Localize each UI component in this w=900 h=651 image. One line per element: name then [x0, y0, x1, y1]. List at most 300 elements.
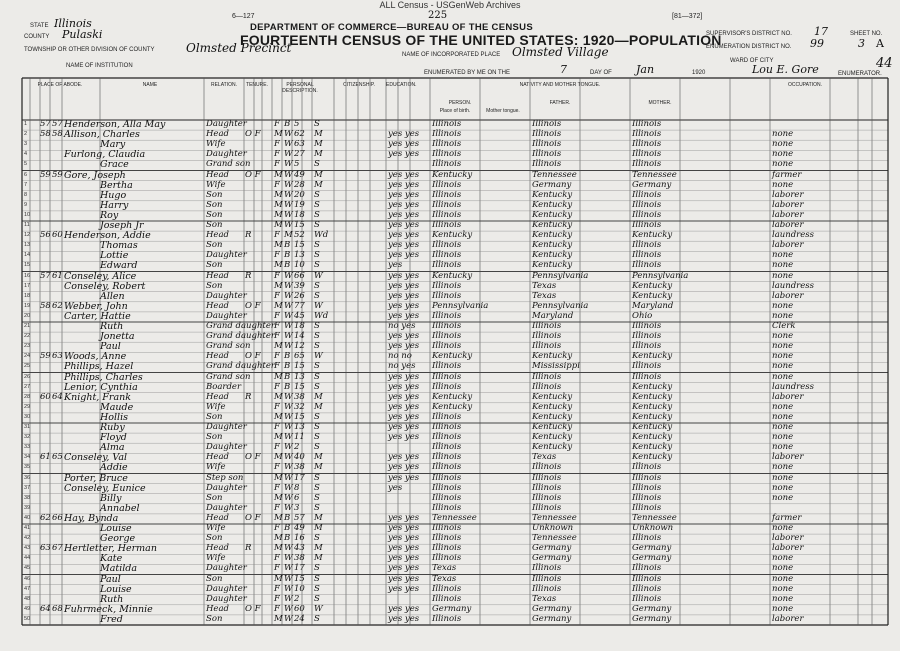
occupation: none	[772, 149, 794, 160]
father-birthplace: Kentucky	[532, 209, 573, 220]
marital-status: S	[314, 250, 320, 261]
family-number: 67	[52, 543, 63, 554]
marital-status: S	[314, 189, 320, 200]
person-name: Conseley, Eunice	[64, 482, 146, 494]
row-number: 4	[24, 151, 28, 158]
mother-birthplace: Tennessee	[632, 512, 677, 523]
father-birthplace: Germany	[532, 543, 572, 554]
age: 15	[294, 361, 305, 372]
mother-birthplace: Illinois	[632, 331, 662, 342]
occupation: none	[772, 603, 794, 614]
education: yes yes	[388, 462, 420, 473]
marital-status: W	[314, 270, 323, 281]
person-name: Floyd	[100, 432, 127, 444]
race: W	[284, 462, 293, 473]
race: W	[284, 139, 293, 150]
birthplace: Illinois	[432, 209, 462, 220]
age: 39	[294, 280, 305, 291]
family-number: 59	[52, 169, 63, 180]
row-number: 19	[24, 302, 31, 309]
age: 15	[294, 381, 305, 392]
mother-birthplace: Illinois	[632, 533, 662, 544]
row-number: 1	[24, 121, 28, 127]
relation: Son	[206, 260, 223, 271]
state-label: STATE	[30, 23, 49, 29]
education: yes yes	[388, 553, 420, 564]
sex: F	[274, 310, 280, 321]
birthplace: Illinois	[432, 492, 462, 503]
relation: Daughter	[206, 422, 247, 432]
row-number: 9	[24, 201, 28, 208]
education: no yes	[388, 361, 416, 372]
age: 27	[294, 149, 305, 160]
person-name: Lottie	[100, 250, 129, 262]
race: W	[284, 321, 293, 331]
county-label: COUNTY	[24, 34, 50, 40]
mother-birthplace: Kentucky	[632, 422, 673, 432]
row-number: 43	[24, 545, 31, 552]
race: B	[284, 512, 291, 523]
dwelling-number: 58	[40, 300, 51, 311]
age: 3	[294, 502, 300, 513]
mother-birthplace: Maryland	[632, 300, 674, 311]
marital-status: W	[314, 603, 323, 614]
sex: F	[274, 361, 280, 372]
father-birthplace: Germany	[532, 179, 572, 190]
tenure: R	[245, 230, 252, 241]
birthplace: Illinois	[432, 260, 462, 271]
occupation: none	[772, 270, 794, 281]
father-birthplace: Pennsylvania	[532, 300, 589, 311]
relation: Wife	[206, 553, 226, 564]
age: 13	[294, 371, 305, 382]
relation: Head	[206, 543, 229, 554]
father-birthplace: Texas	[532, 593, 557, 604]
father-birthplace: Illinois	[532, 482, 562, 493]
birthplace: Illinois	[432, 310, 462, 321]
mother-birthplace: Kentucky	[632, 391, 673, 402]
birthplace: Illinois	[432, 371, 462, 382]
ward-label: WARD OF CITY	[730, 58, 774, 64]
father-birthplace: Maryland	[532, 310, 574, 321]
person-name: Addie	[100, 462, 128, 474]
mother-birthplace: Illinois	[632, 361, 662, 372]
personal-description-heading: PERSONAL DESCRIPTION.	[282, 82, 318, 94]
marital-status: S	[314, 432, 320, 443]
education: yes yes	[388, 422, 420, 432]
father-heading: FATHER.	[549, 100, 571, 106]
race: W	[284, 613, 293, 624]
dwelling-number: 57	[40, 270, 51, 281]
row-number: 46	[24, 575, 31, 582]
age: 66	[294, 270, 305, 281]
marital-status: S	[314, 381, 320, 392]
marital-status: S	[314, 371, 320, 382]
education: yes yes	[388, 432, 420, 443]
birthplace: Illinois	[432, 129, 462, 140]
marital-status: S	[314, 159, 320, 170]
family-number: 60	[52, 230, 63, 241]
education: yes yes	[388, 533, 420, 544]
dwelling-number: 58	[40, 129, 51, 140]
sheet-letter: A	[876, 37, 884, 50]
birthplace: Illinois	[432, 553, 462, 564]
race: B	[284, 381, 291, 392]
relation: Head	[206, 351, 229, 362]
person-name: Maude	[100, 401, 134, 413]
sex: F	[274, 583, 280, 594]
mother-birthplace: Germany	[632, 613, 672, 624]
person-name: Paul	[100, 573, 121, 585]
age: 13	[294, 250, 305, 261]
father-birthplace: Kentucky	[532, 442, 573, 453]
family-number: 63	[52, 351, 63, 362]
mother-birthplace: Ohio	[632, 310, 653, 321]
person-name: Thomas	[100, 240, 138, 252]
occupation: laundress	[772, 230, 814, 241]
marital-status: S	[314, 280, 320, 291]
incorporated-label: NAME OF INCORPORATED PLACE	[402, 52, 501, 58]
marital-status: S	[314, 442, 320, 453]
age: 65	[294, 351, 305, 362]
father-birthplace: Kentucky	[532, 240, 573, 251]
race: W	[284, 159, 293, 170]
row-number: 27	[24, 383, 31, 390]
mother-birthplace: Germany	[632, 543, 672, 554]
education: yes yes	[388, 169, 420, 180]
person-birth-heading: Place of birth.	[439, 108, 471, 114]
person-name: Conseley, Val	[64, 452, 128, 464]
row-number: 25	[24, 363, 31, 370]
row-number: 40	[24, 514, 31, 521]
race: B	[284, 361, 291, 372]
race: W	[284, 452, 293, 463]
relation: Daughter	[206, 442, 247, 453]
education: yes	[388, 260, 403, 271]
page-number: 225	[428, 10, 448, 21]
sex: F	[274, 159, 280, 170]
race: W	[284, 401, 293, 412]
relation-heading: RELATION.	[210, 82, 238, 88]
marital-status: M	[314, 391, 323, 402]
person-name: Furlong, Claudia	[64, 149, 146, 161]
relation: Head	[206, 129, 229, 140]
sex: M	[274, 472, 283, 483]
mother-birthplace: Illinois	[632, 260, 662, 271]
mother-birthplace: Kentucky	[632, 442, 673, 453]
mother-birthplace: Illinois	[632, 139, 662, 150]
education: yes yes	[388, 220, 420, 230]
relation: Wife	[206, 179, 226, 190]
birthplace: Illinois	[432, 442, 462, 453]
mother-birthplace: Tennessee	[632, 169, 677, 180]
occupation: none	[772, 432, 794, 443]
marital-status: S	[314, 593, 320, 604]
occupation: farmer	[772, 169, 802, 180]
occupation: none	[772, 361, 794, 372]
person-name: Lenior, Cynthia	[64, 381, 138, 393]
occupation: laborer	[772, 613, 804, 624]
age: 10	[294, 260, 305, 271]
education: yes yes	[388, 603, 420, 614]
race: B	[284, 250, 291, 261]
mother-birthplace: Illinois	[632, 240, 662, 251]
education: yes yes	[388, 583, 420, 594]
relation: Grand daughter	[206, 331, 275, 342]
sex: F	[274, 331, 280, 342]
birthplace: Illinois	[432, 381, 462, 392]
sex: M	[274, 371, 283, 382]
occupation: farmer	[772, 512, 802, 523]
occupation: none	[772, 401, 794, 412]
mother-birthplace: Germany	[632, 179, 672, 190]
father-birthplace: Kentucky	[532, 250, 573, 261]
education: no yes	[388, 321, 416, 331]
father-birthplace: Illinois	[532, 472, 562, 483]
age: 60	[294, 603, 305, 614]
age: 19	[294, 199, 305, 210]
birthplace: Illinois	[432, 613, 462, 624]
age: 28	[294, 179, 305, 190]
relation: Son	[206, 432, 223, 443]
mother-birthplace: Kentucky	[632, 280, 673, 291]
dwelling-number: 59	[40, 351, 51, 362]
row-number: 12	[24, 232, 31, 239]
race: W	[284, 220, 293, 230]
row-number: 49	[24, 605, 31, 612]
row-number: 8	[24, 191, 28, 198]
tenure: R	[245, 391, 252, 402]
age: 10	[294, 583, 305, 594]
race: W	[284, 341, 293, 352]
row-number: 33	[24, 444, 31, 451]
sex: M	[274, 573, 283, 584]
occupation: none	[772, 310, 794, 321]
supervisor-label: SUPERVISOR'S DISTRICT NO.	[706, 31, 792, 37]
family-number: 66	[52, 512, 63, 523]
father-birthplace: Illinois	[532, 563, 562, 574]
birthplace: Pennsylvania	[432, 300, 489, 311]
occupation: none	[772, 492, 794, 503]
birthplace: Kentucky	[432, 401, 473, 412]
person-name: Allison, Charles	[64, 129, 140, 141]
enumerator-name: Lou E. Gore	[752, 63, 819, 76]
person-name: Annabel	[100, 502, 140, 514]
age: 15	[294, 411, 305, 422]
row-number: 50	[24, 615, 31, 622]
race: B	[284, 351, 291, 362]
sex: M	[274, 199, 283, 210]
marital-status: S	[314, 482, 320, 493]
relation: Grand son	[206, 341, 251, 352]
sex: M	[274, 341, 283, 352]
mother-birthplace: Illinois	[632, 199, 662, 210]
father-birthplace: Illinois	[532, 341, 562, 352]
race: B	[284, 260, 291, 271]
marital-status: M	[314, 543, 323, 554]
sex: F	[274, 482, 280, 493]
birthplace: Illinois	[432, 179, 462, 190]
race: W	[284, 432, 293, 443]
age: 38	[294, 553, 305, 564]
row-number: 41	[24, 525, 31, 531]
row-number: 28	[24, 393, 31, 400]
marital-status: S	[314, 290, 320, 301]
birthplace: Illinois	[432, 583, 462, 594]
mother-birthplace: Germany	[632, 553, 672, 564]
father-birthplace: Kentucky	[532, 411, 573, 422]
birthplace: Illinois	[432, 452, 462, 463]
family-number: 65	[52, 452, 63, 463]
sex: M	[274, 280, 283, 291]
relation: Daughter	[206, 250, 247, 261]
sheet-label: SHEET NO.	[850, 31, 883, 37]
education: yes yes	[388, 381, 420, 392]
age: 62	[294, 129, 305, 140]
tenure: O F	[245, 452, 261, 463]
birthplace: Illinois	[432, 361, 462, 372]
occupation: none	[772, 129, 794, 140]
education: yes yes	[388, 452, 420, 463]
mother-birthplace: Illinois	[632, 129, 662, 140]
sex: M	[274, 240, 283, 251]
age: 17	[294, 472, 305, 483]
education: yes yes	[388, 472, 420, 483]
marital-status: S	[314, 331, 320, 342]
person-name: Knight, Frank	[64, 391, 131, 403]
education: yes yes	[388, 280, 420, 291]
enumerator-label: ENUMERATOR.	[838, 71, 882, 77]
education: yes yes	[388, 563, 420, 574]
mother-birthplace: Illinois	[632, 482, 662, 493]
age: 43	[294, 543, 305, 554]
person-name: Matilda	[100, 563, 138, 575]
occupation: none	[772, 371, 794, 382]
mother-birthplace: Illinois	[632, 583, 662, 594]
occupation: laborer	[772, 209, 804, 220]
marital-status: S	[314, 119, 320, 129]
father-birthplace: Illinois	[532, 462, 562, 473]
person-heading: PERSON.	[448, 100, 472, 106]
row-number: 48	[24, 595, 31, 602]
sex: F	[274, 603, 280, 614]
row-number: 3	[24, 141, 28, 148]
education: yes yes	[388, 512, 420, 523]
relation: Daughter	[206, 119, 247, 129]
dwelling-number: 56	[40, 230, 51, 241]
tenure: O F	[245, 512, 261, 523]
education: yes yes	[388, 613, 420, 624]
tenure: O F	[245, 351, 261, 362]
age: 6	[294, 492, 300, 503]
birthplace: Illinois	[432, 119, 462, 129]
sex: M	[274, 169, 283, 180]
marital-status: S	[314, 573, 320, 584]
education: yes yes	[388, 391, 420, 402]
person-name: Carter, Hattie	[64, 310, 131, 322]
occupation: laundress	[772, 381, 814, 392]
father-birthplace: Kentucky	[532, 422, 573, 432]
person-name: Billy	[100, 492, 122, 504]
row-number: 32	[24, 434, 31, 441]
marital-status: S	[314, 199, 320, 210]
sex: F	[274, 422, 280, 432]
birthplace: Illinois	[432, 593, 462, 604]
education-heading: EDUCATION.	[386, 82, 417, 88]
sheet-value: 3	[858, 37, 865, 50]
tenure: O F	[245, 169, 261, 180]
education: yes yes	[388, 341, 420, 352]
education: yes yes	[388, 199, 420, 210]
person-tongue-heading: Mother tongue.	[486, 108, 520, 114]
row-number: 10	[24, 211, 31, 218]
sex: M	[274, 432, 283, 443]
sex: F	[274, 563, 280, 574]
row-number: 11	[24, 222, 30, 228]
birthplace: Illinois	[432, 523, 462, 533]
father-birthplace: Illinois	[532, 129, 562, 140]
birthplace: Kentucky	[432, 351, 473, 362]
row-number: 15	[24, 262, 31, 269]
person-name: Alma	[100, 442, 125, 454]
birthplace: Illinois	[432, 139, 462, 150]
occupation: none	[772, 260, 794, 271]
relation: Daughter	[206, 149, 247, 160]
occupation: none	[772, 411, 794, 422]
mother-birthplace: Illinois	[632, 250, 662, 261]
sex: F	[274, 270, 280, 281]
mother-birthplace: Illinois	[632, 472, 662, 483]
mother-birthplace: Illinois	[632, 563, 662, 574]
father-birthplace: Illinois	[532, 381, 562, 392]
occupation: none	[772, 472, 794, 483]
birthplace: Illinois	[432, 482, 462, 493]
family-number: 64	[52, 391, 63, 402]
education: yes yes	[388, 139, 420, 150]
relation: Head	[206, 300, 229, 311]
census-title: FOURTEENTH CENSUS OF THE UNITED STATES: 1920—POPULATION	[240, 32, 722, 48]
enumerated-label: ENUMERATED BY ME ON THE	[424, 70, 511, 76]
education: yes yes	[388, 149, 420, 160]
education: no no	[388, 351, 412, 362]
father-birthplace: Kentucky	[532, 220, 573, 230]
race: M	[284, 230, 293, 241]
education: yes yes	[388, 250, 420, 261]
person-name: Hay, Bynda	[64, 512, 119, 524]
father-birthplace: Germany	[532, 613, 572, 624]
occupation: none	[772, 331, 794, 342]
age: 18	[294, 321, 305, 331]
occupation: none	[772, 482, 794, 493]
sex: M	[274, 300, 283, 311]
sex: M	[274, 512, 283, 523]
sex: F	[274, 401, 280, 412]
person-name: Louise	[100, 523, 132, 534]
row-number: 26	[24, 373, 31, 380]
father-birthplace: Illinois	[532, 139, 562, 150]
corner-mark: 44	[876, 56, 893, 71]
sex: M	[274, 411, 283, 422]
age: 5	[294, 159, 300, 170]
father-birthplace: Illinois	[532, 573, 562, 584]
sex: F	[274, 250, 280, 261]
occupation: laborer	[772, 199, 804, 210]
mother-birthplace: Illinois	[632, 492, 662, 503]
relation: Son	[206, 533, 223, 544]
birthplace: Texas	[432, 563, 457, 574]
marital-status: M	[314, 169, 323, 180]
marital-status: S	[314, 613, 320, 624]
